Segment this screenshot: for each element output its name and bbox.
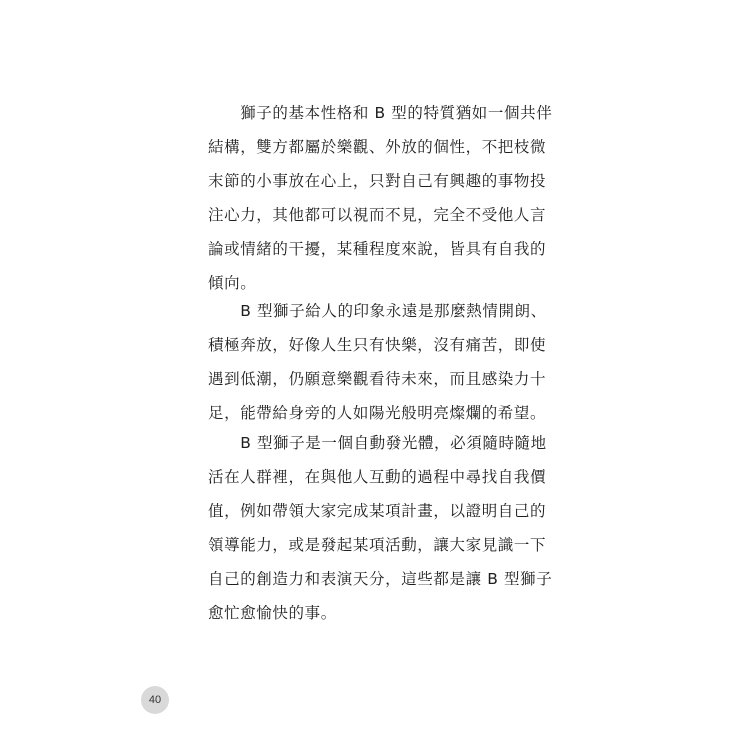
text-line: 論或情緒的干擾，某種程度來說，皆具有自我的: [208, 240, 547, 258]
text-line: B 型獅子給人的印象永遠是那麼熱情開朗、: [208, 302, 547, 320]
text-line: 活在人群裡，在與他人互動的過程中尋找自我價: [208, 468, 547, 486]
text-line: 結構，雙方都屬於樂觀、外放的個性，不把枝微: [208, 138, 547, 156]
text-line: 積極奔放，好像人生只有快樂，沒有痛苦，即使: [208, 336, 547, 354]
text-line: 愈忙愈愉快的事。: [208, 604, 337, 622]
text-line: 足，能帶給身旁的人如陽光般明亮燦爛的希望。: [208, 404, 547, 422]
text-line: 值，例如帶領大家完成某項計畫，以證明自己的: [208, 502, 547, 520]
text-line: 末節的小事放在心上，只對自己有興趣的事物投: [208, 172, 547, 190]
text-line: 自己的創造力和表演天分，這些都是讓 B 型獅子: [208, 570, 553, 588]
text-line: 遇到低潮，仍願意樂觀看待未來，而且感染力十: [208, 370, 547, 388]
text-line: 注心力，其他都可以視而不見，完全不受他人言: [208, 206, 547, 224]
text-line: B 型獅子是一個自動發光體，必須隨時隨地: [208, 434, 547, 452]
paragraph-1: [208, 96, 553, 300]
paragraph-3: [208, 426, 553, 630]
text-line: 領導能力，或是發起某項活動，讓大家見識一下: [208, 536, 547, 554]
text-line: 傾向。: [208, 274, 257, 292]
paragraph-2: [208, 294, 548, 430]
page-number-badge: 40: [141, 686, 169, 714]
text-line: 獅子的基本性格和 B 型的特質猶如一個共伴: [208, 104, 553, 122]
